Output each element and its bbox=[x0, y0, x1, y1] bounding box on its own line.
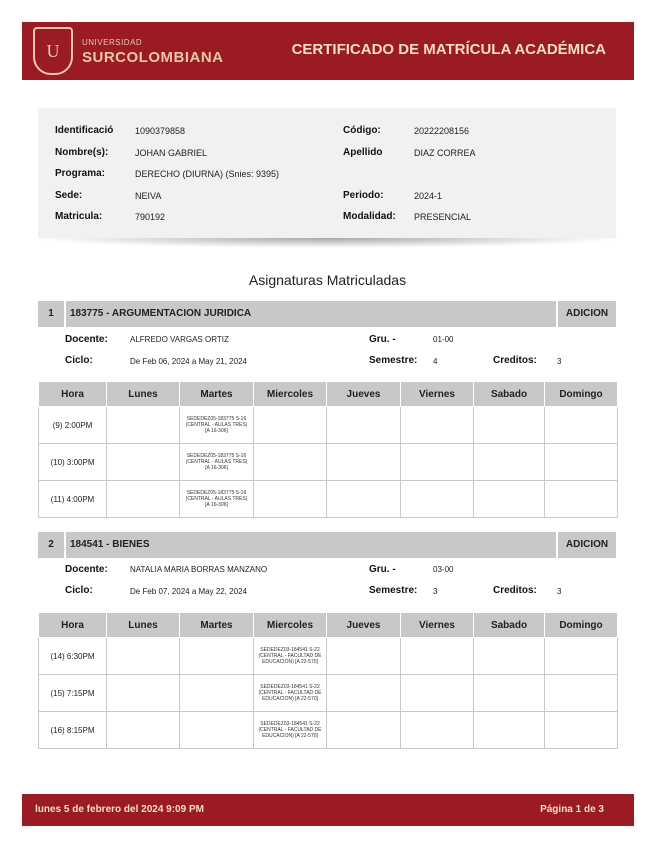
sede-label: Sede: bbox=[55, 190, 83, 201]
hora-cell: (14) 6:30PM bbox=[39, 638, 107, 675]
schedule-cell bbox=[327, 444, 401, 481]
schedule-cell bbox=[107, 481, 180, 518]
identificacion-value: 1090379858 bbox=[135, 126, 186, 136]
logo-university-name: SURCOLOMBIANA bbox=[82, 49, 224, 66]
col-domingo: Domingo bbox=[545, 613, 618, 638]
schedule-cell bbox=[327, 712, 401, 749]
footer-date: lunes 5 de febrero del 2024 9:09 PM bbox=[35, 804, 204, 815]
schedule-cell bbox=[545, 407, 618, 444]
apellido-value: DIAZ CORREA bbox=[414, 148, 476, 158]
grupo-label: Gru. - bbox=[369, 564, 396, 575]
course-status-tag: ADICION bbox=[556, 301, 616, 327]
schedule-cell bbox=[107, 444, 180, 481]
certificate-header bbox=[22, 22, 634, 80]
page-footer bbox=[22, 794, 634, 826]
creditos-value: 3 bbox=[557, 587, 562, 596]
schedule-table bbox=[38, 612, 618, 749]
schedule-cell bbox=[107, 638, 180, 675]
table-row bbox=[39, 407, 618, 444]
schedule-cell bbox=[545, 712, 618, 749]
grupo-value: 01-00 bbox=[433, 335, 454, 344]
docente-label: Docente: bbox=[65, 334, 108, 345]
ciclo-label: Ciclo: bbox=[65, 585, 93, 596]
hora-cell: (15) 7:15PM bbox=[39, 675, 107, 712]
col-lunes: Lunes bbox=[107, 382, 180, 407]
docente-value: ALFREDO VARGAS ORTIZ bbox=[130, 335, 229, 344]
schedule-cell bbox=[401, 444, 474, 481]
periodo-label: Periodo: bbox=[343, 190, 384, 201]
col-martes: Martes bbox=[180, 382, 254, 407]
col-hora: Hora bbox=[39, 382, 107, 407]
schedule-cell bbox=[474, 481, 545, 518]
modalidad-value: PRESENCIAL bbox=[414, 212, 472, 222]
schedule-cell bbox=[327, 675, 401, 712]
document-title: CERTIFICADO DE MATRÍCULA ACADÉMICA bbox=[291, 41, 606, 58]
shield-glyph: U bbox=[46, 40, 60, 61]
course-name: 183775 - ARGUMENTACION JURIDICA bbox=[70, 308, 252, 319]
section-title: Asignaturas Matriculadas bbox=[248, 272, 407, 288]
ciclo-value: De Feb 06, 2024 a May 21, 2024 bbox=[130, 357, 247, 366]
schedule-cell bbox=[107, 712, 180, 749]
schedule-cell bbox=[107, 407, 180, 444]
grupo-value: 03-00 bbox=[433, 565, 454, 574]
hora-cell: (11) 4:00PM bbox=[39, 481, 107, 518]
col-hora: Hora bbox=[39, 613, 107, 638]
schedule-cell bbox=[254, 407, 327, 444]
col-domingo: Domingo bbox=[545, 382, 618, 407]
matricula-label: Matricula: bbox=[55, 211, 103, 222]
creditos-label: Creditos: bbox=[493, 355, 537, 366]
course-name: 184541 - BIENES bbox=[70, 539, 150, 550]
schedule-cell bbox=[401, 407, 474, 444]
schedule-cell bbox=[474, 638, 545, 675]
course-bar bbox=[38, 532, 616, 558]
col-jueves: Jueves bbox=[327, 613, 401, 638]
col-miercoles: Miercoles bbox=[254, 382, 327, 407]
semestre-label: Semestre: bbox=[369, 355, 418, 366]
schedule-cell bbox=[254, 481, 327, 518]
col-martes: Martes bbox=[180, 613, 254, 638]
schedule-cell bbox=[474, 675, 545, 712]
schedule-cell bbox=[474, 444, 545, 481]
table-row bbox=[39, 638, 618, 675]
matricula-value: 790192 bbox=[135, 212, 166, 222]
schedule-cell bbox=[545, 638, 618, 675]
university-shield-icon bbox=[33, 27, 73, 75]
schedule-cell: SEDEDEZ05-183775 S-16 (CENTRAL - AULAS TRES) [A 16-306] bbox=[180, 407, 254, 444]
schedule-table bbox=[38, 381, 618, 518]
nombres-label: Nombre(s): bbox=[55, 147, 109, 158]
ciclo-value: De Feb 07, 2024 a May 22, 2024 bbox=[130, 587, 247, 596]
schedule-header-row bbox=[39, 613, 618, 638]
ciclo-label: Ciclo: bbox=[65, 355, 93, 366]
table-row bbox=[39, 712, 618, 749]
codigo-value: 20222208156 bbox=[414, 126, 470, 136]
table-row bbox=[39, 444, 618, 481]
col-miercoles: Miercoles bbox=[254, 613, 327, 638]
schedule-cell: SEDEDEZ03-184541 S-22 (CENTRAL - FACULTAD DE EDUCACION) [A 22-570] bbox=[254, 712, 327, 749]
schedule-cell bbox=[180, 675, 254, 712]
sede-value: NEIVA bbox=[135, 191, 162, 201]
schedule-cell bbox=[474, 712, 545, 749]
nombres-value: JOHAN GABRIEL bbox=[135, 148, 208, 158]
col-lunes: Lunes bbox=[107, 613, 180, 638]
schedule-cell bbox=[180, 712, 254, 749]
creditos-label: Creditos: bbox=[493, 585, 537, 596]
schedule-cell bbox=[401, 675, 474, 712]
info-panel-shadow bbox=[28, 238, 626, 248]
student-info-panel bbox=[38, 108, 616, 238]
col-viernes: Viernes bbox=[401, 613, 474, 638]
table-row bbox=[39, 481, 618, 518]
schedule-cell: SEDEDEZ03-184541 S-22 (CENTRAL - FACULTAD DE EDUCACION) [A 22-570] bbox=[254, 675, 327, 712]
schedule-cell bbox=[107, 675, 180, 712]
schedule-cell bbox=[327, 481, 401, 518]
semestre-label: Semestre: bbox=[369, 585, 418, 596]
docente-value: NATALIA MARIA BORRAS MANZANO bbox=[130, 565, 268, 574]
schedule-cell bbox=[474, 407, 545, 444]
course-number: 1 bbox=[38, 301, 66, 327]
docente-label: Docente: bbox=[65, 564, 108, 575]
programa-label: Programa: bbox=[55, 168, 106, 179]
schedule-cell bbox=[180, 638, 254, 675]
schedule-cell bbox=[401, 638, 474, 675]
schedule-header-row bbox=[39, 382, 618, 407]
hora-cell: (9) 2:00PM bbox=[39, 407, 107, 444]
grupo-label: Gru. - bbox=[369, 334, 396, 345]
course-number: 2 bbox=[38, 532, 66, 558]
semestre-value: 4 bbox=[433, 357, 438, 366]
col-jueves: Jueves bbox=[327, 382, 401, 407]
schedule-cell: SEDEDEZ05-183775 S-16 (CENTRAL - AULAS TRES) [A 16-306] bbox=[180, 444, 254, 481]
hora-cell: (10) 3:00PM bbox=[39, 444, 107, 481]
schedule-cell bbox=[401, 712, 474, 749]
schedule-cell: SEDEDEZ03-184541 S-22 (CENTRAL - FACULTAD DE EDUCACION) [A 22-570] bbox=[254, 638, 327, 675]
schedule-cell: SEDEDEZ05-183775 S-16 (CENTRAL - AULAS TRES) [A 16-306] bbox=[180, 481, 254, 518]
periodo-value: 2024-1 bbox=[414, 191, 443, 201]
schedule-cell bbox=[401, 481, 474, 518]
modalidad-label: Modalidad: bbox=[343, 211, 396, 222]
course-status-tag: ADICION bbox=[556, 532, 616, 558]
hora-cell: (16) 8:15PM bbox=[39, 712, 107, 749]
programa-value: DERECHO (DIURNA) (Snies: 9395) bbox=[135, 169, 280, 179]
schedule-cell bbox=[254, 444, 327, 481]
schedule-cell bbox=[545, 481, 618, 518]
semestre-value: 3 bbox=[433, 587, 438, 596]
footer-page-number: Página 1 de 3 bbox=[540, 804, 604, 815]
schedule-cell bbox=[545, 675, 618, 712]
course-bar bbox=[38, 301, 616, 327]
creditos-value: 3 bbox=[557, 357, 562, 366]
col-sabado: Sabado bbox=[474, 382, 545, 407]
table-row bbox=[39, 675, 618, 712]
col-viernes: Viernes bbox=[401, 382, 474, 407]
col-sabado: Sabado bbox=[474, 613, 545, 638]
identificacion-label: Identificació bbox=[55, 125, 114, 136]
schedule-cell bbox=[545, 444, 618, 481]
logo-university-word: UNIVERSIDAD bbox=[82, 38, 143, 47]
schedule-cell bbox=[327, 407, 401, 444]
apellido-label: Apellido bbox=[343, 147, 383, 158]
schedule-cell bbox=[327, 638, 401, 675]
codigo-label: Código: bbox=[343, 125, 381, 136]
